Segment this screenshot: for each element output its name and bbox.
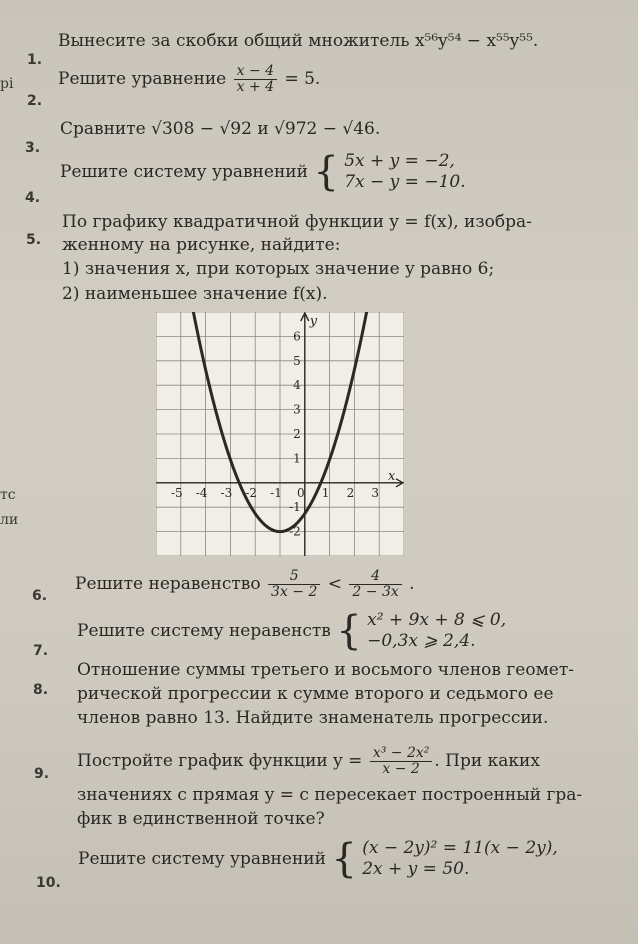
problem-9-lead: Постройте график функции y =: [77, 751, 363, 771]
problem-4-lead: Решите систему уравнений: [60, 162, 308, 182]
problem-9-line: значениях c прямая y = c пересекает построенный гра-: [77, 785, 583, 805]
chart-grid: [156, 312, 404, 556]
problem-number: 8.: [33, 682, 49, 698]
inequality-fraction: [268, 569, 320, 600]
system-inequality: x² + 9x + 8 ⩽ 0,: [367, 610, 507, 630]
problem-8-line: Отношение суммы третьего и восьмого членов геомет-: [77, 660, 575, 680]
inequality-operator: <: [327, 574, 343, 594]
problem-10: [78, 838, 558, 880]
y-tick-label: 1: [293, 451, 301, 466]
y-tick-label: 2: [293, 427, 301, 441]
fraction-numerator: x³ − 2x²: [370, 746, 433, 762]
problem-8-line: рической прогрессии к сумме второго и седьмого ее: [77, 684, 554, 704]
system-equation: (x − 2y)² = 11(x − 2y),: [362, 838, 558, 858]
parabola-graph: [156, 312, 404, 556]
x-tick-label: 0: [296, 485, 305, 500]
fraction-denominator: 2 − 3x: [352, 584, 399, 600]
problem-5-line: 2) наименьшее значение f(x).: [62, 284, 328, 304]
system-equation: 7x − y = −10.: [344, 172, 466, 192]
x-tick-label: 1: [321, 485, 330, 500]
inequality-tail: .: [409, 574, 415, 594]
parabola-chart: [156, 312, 404, 556]
equation-system: [362, 838, 558, 880]
problem-number: 10.: [36, 875, 61, 891]
x-tick-label: -3: [220, 485, 233, 500]
problem-number: 9.: [34, 766, 50, 782]
y-axis-label: y: [309, 314, 318, 329]
y-tick-label: 6: [293, 329, 301, 344]
equation-fraction: [234, 64, 277, 95]
system-equation: 2x + y = 50.: [362, 859, 470, 879]
x-tick-label: -1: [270, 485, 282, 500]
problem-6: [75, 569, 415, 600]
system-brace: {: [313, 149, 339, 195]
problem-2: [58, 64, 320, 95]
system-brace: {: [331, 836, 357, 882]
y-tick-label: -2: [289, 524, 301, 539]
problem-4: [60, 151, 466, 193]
fraction-denominator: 3x − 2: [271, 584, 318, 600]
problem-number: 1.: [27, 52, 43, 68]
fraction-numerator: 4: [349, 569, 401, 585]
fraction-denominator: x − 2: [382, 761, 420, 777]
margin-fragment: рі: [0, 76, 14, 92]
problem-10-lead: Решите систему уравнений: [78, 849, 326, 869]
problem-7-lead: Решите систему неравенств: [77, 621, 331, 641]
margin-fragment: тс: [0, 487, 16, 503]
problem-1-text: Вынесите за скобки общий множитель x⁵⁶y⁵⁴ − x⁵⁵y⁵⁵.: [58, 31, 539, 51]
problem-5-line: женному на рисунке, найдите:: [62, 235, 341, 255]
y-tick-label: 3: [293, 402, 301, 417]
problem-number: 2.: [27, 93, 43, 109]
x-tick-label: 2: [346, 485, 355, 500]
problem-5-line: 1) значения x, при которых значение y равно 6;: [62, 259, 495, 279]
x-tick-label: 3: [371, 485, 380, 500]
problem-2-lead: Решите уравнение: [58, 69, 227, 89]
y-tick-label: 5: [293, 353, 301, 368]
system-equation: 5x + y = −2,: [344, 151, 455, 171]
problem-5-line: По графику квадратичной функции y = f(x), изобра-: [62, 212, 532, 232]
y-tick-label: 4: [293, 378, 301, 393]
system-inequality: −0,3x ⩾ 2,4.: [367, 631, 476, 651]
x-tick-label: -2: [245, 485, 258, 500]
x-axis-label: x: [388, 468, 396, 484]
fraction-numerator: x − 4: [234, 64, 277, 80]
y-tick-label: -1: [289, 500, 301, 515]
problem-number: 3.: [25, 140, 41, 156]
problem-3-text: Сравните √308 − √92 и √972 − √46.: [60, 119, 381, 139]
problem-number: 4.: [25, 190, 41, 206]
problem-number: 5.: [26, 232, 42, 248]
x-tick-label: -4: [195, 485, 208, 500]
problem-6-lead: Решите неравенство: [75, 574, 261, 594]
inequality-system: [367, 610, 506, 652]
problem-8-line: членов равно 13. Найдите знаменатель прогрессии.: [77, 708, 549, 728]
fraction-numerator: 5: [268, 569, 320, 585]
problem-number: 6.: [32, 588, 48, 604]
problem-9: [77, 746, 540, 777]
fraction-denominator: x + 4: [236, 79, 275, 95]
margin-fragment: ли: [0, 512, 19, 528]
equation-tail: = 5.: [284, 69, 321, 89]
problem-9-line: фик в единственной точке?: [77, 809, 325, 829]
x-tick-label: -5: [170, 485, 183, 500]
problem-9-tail: . При каких: [434, 751, 540, 771]
inequality-fraction: [349, 569, 401, 600]
chart-axes: [156, 313, 403, 556]
problem-7: [77, 610, 506, 652]
system-brace: {: [336, 608, 362, 654]
equation-system: [344, 151, 465, 193]
problem-number: 7.: [33, 643, 49, 659]
function-fraction: [370, 746, 433, 777]
